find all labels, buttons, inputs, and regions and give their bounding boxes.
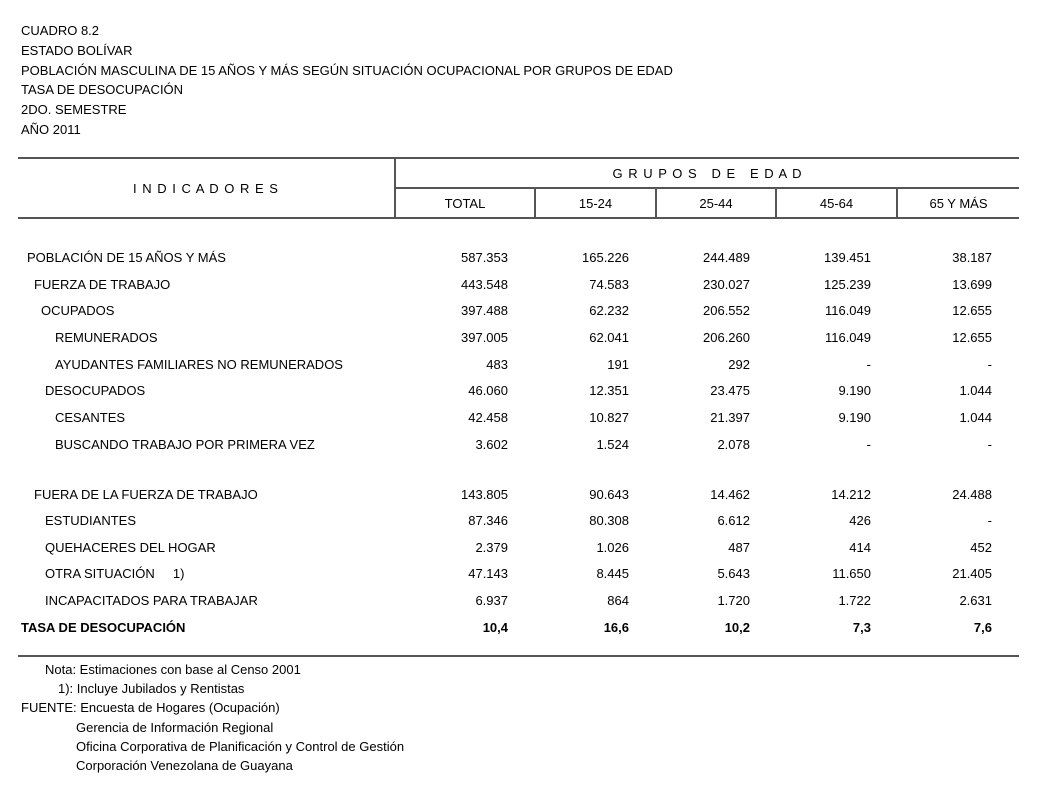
cell-total: 2.379 [475, 540, 508, 555]
cell-25-44: 487 [728, 540, 750, 555]
cell-45-64: - [866, 437, 871, 452]
row-label: FUERA DE LA FUERZA DE TRABAJO [34, 487, 258, 502]
cell-total: 397.005 [461, 330, 508, 345]
column-header-15-24: 15-24 [578, 196, 613, 211]
state-name: ESTADO BOLÍVAR [21, 42, 133, 58]
cell-15-24: 62.041 [589, 330, 629, 345]
cell-15-24: 864 [607, 593, 629, 608]
row-label: ESTUDIANTES [45, 513, 137, 528]
cell-65-plus: 1.044 [959, 383, 992, 398]
table-row [0, 487, 1058, 507]
cell-45-64: 7,3 [852, 620, 871, 635]
table-bottom-rule [18, 655, 1019, 657]
period: 2DO. SEMESTRE [21, 102, 127, 118]
notes-block [21, 660, 404, 775]
cell-25-44: 206.260 [703, 330, 750, 345]
cell-25-44: 10,2 [724, 620, 750, 635]
cell-65-plus: 13.699 [952, 277, 992, 292]
cell-15-24: 90.643 [589, 487, 629, 502]
cell-65-plus: 452 [970, 540, 992, 555]
cell-65-plus: - [987, 357, 992, 372]
cell-45-64: 116.049 [824, 330, 871, 345]
cell-total: 47.143 [468, 566, 508, 581]
cell-25-44: 244.489 [703, 250, 750, 265]
row-label: CESANTES [55, 410, 126, 425]
cell-total: 10,4 [482, 620, 508, 635]
cell-15-24: 10.827 [589, 410, 629, 425]
source-entity: Gerencia de Información Regional [76, 719, 274, 735]
total-rate-row [0, 620, 1058, 640]
column-header-25-44: 25-44 [699, 196, 733, 211]
table-row [0, 540, 1058, 560]
cell-45-64: 9.190 [838, 410, 871, 425]
cell-45-64: 139.451 [824, 250, 871, 265]
cell-65-plus: 12.655 [952, 303, 992, 318]
cell-15-24: 191 [607, 357, 629, 372]
table-number: CUADRO 8.2 [21, 23, 100, 38]
table-top-rule [18, 157, 1019, 159]
table-row [0, 303, 1058, 323]
row-label: REMUNERADOS [55, 330, 158, 345]
table-row [0, 277, 1058, 297]
row-label: POBLACIÓN DE 15 AÑOS Y MÁS [27, 250, 226, 265]
source-entity: Corporación Venezolana de Guayana [76, 758, 293, 774]
row-label: OCUPADOS [41, 303, 115, 318]
cell-65-plus: 12.655 [952, 330, 992, 345]
row-label: DESOCUPADOS [45, 383, 146, 398]
column-header-65-plus: 65 Y MÁS [929, 196, 988, 211]
note-line: Nota: Estimaciones con base al Censo 2001 [45, 662, 301, 677]
cell-15-24: 74.583 [589, 277, 629, 292]
cell-45-64: 14.212 [831, 487, 871, 502]
cell-total: 483 [486, 357, 508, 372]
cell-total: 397.488 [461, 303, 508, 318]
footnote-line: 1): Incluye Jubilados y Rentistas [58, 681, 245, 697]
cell-total: 587.353 [461, 250, 508, 265]
column-header-total: TOTAL [444, 196, 486, 211]
row-label: FUERZA DE TRABAJO [34, 277, 171, 292]
cell-15-24: 165.226 [582, 250, 629, 265]
cell-45-64: 9.190 [838, 383, 871, 398]
cell-total: 42.458 [468, 410, 508, 425]
group-header-rule [395, 187, 1019, 189]
table-row [0, 383, 1058, 403]
row-label: AYUDANTES FAMILIARES NO REMUNERADOS [55, 357, 343, 372]
cell-65-plus: - [987, 437, 992, 452]
cell-45-64: 11.650 [832, 566, 871, 581]
row-label: QUEHACERES DEL HOGAR [45, 540, 216, 555]
cell-45-64: - [866, 357, 871, 372]
age-group-header: G R U P O S D E E D A D [612, 166, 803, 181]
source-entity: Oficina Corporativa de Planificación y Control de Gestión [76, 738, 405, 754]
table-row [0, 410, 1058, 430]
cell-65-plus: - [987, 513, 992, 528]
cell-45-64: 1.722 [838, 593, 871, 608]
table-row [0, 330, 1058, 350]
cell-65-plus: 2.631 [959, 593, 992, 608]
year: AÑO 2011 [21, 121, 81, 137]
cell-total: 6.937 [475, 593, 508, 608]
cell-45-64: 414 [849, 540, 871, 555]
table-row [0, 593, 1058, 613]
cell-45-64: 116.049 [824, 303, 871, 318]
cell-25-44: 230.027 [703, 277, 750, 292]
row-label: TASA DE DESOCUPACIÓN [21, 620, 186, 635]
cell-15-24: 16,6 [603, 620, 629, 635]
cell-total: 46.060 [468, 383, 508, 398]
indicators-header: I N D I C A D O R E S [133, 181, 279, 196]
cell-15-24: 62.232 [589, 303, 629, 318]
header-bottom-rule [18, 217, 1019, 219]
document-header [21, 21, 673, 140]
cell-25-44: 1.720 [717, 593, 750, 608]
cell-65-plus: 24.488 [952, 487, 992, 502]
cell-15-24: 1.524 [596, 437, 629, 452]
cell-15-24: 1.026 [596, 540, 629, 555]
table-row [0, 566, 1058, 586]
cell-25-44: 14.462 [710, 487, 750, 502]
cell-65-plus: 21.405 [952, 566, 992, 581]
cell-65-plus: 1.044 [959, 410, 992, 425]
cell-total: 87.346 [468, 513, 508, 528]
cell-25-44: 5.643 [717, 566, 750, 581]
cell-25-44: 292 [728, 357, 750, 372]
row-label: INCAPACITADOS PARA TRABAJAR [45, 593, 258, 608]
source-line: FUENTE: Encuesta de Hogares (Ocupación) [21, 700, 280, 716]
cell-15-24: 8.445 [596, 566, 629, 581]
cell-total: 3.602 [475, 437, 508, 452]
cell-65-plus: 7,6 [973, 620, 992, 635]
table-row [0, 357, 1058, 377]
cell-25-44: 23.475 [710, 383, 750, 398]
column-header-45-64: 45-64 [819, 196, 854, 211]
table-row [0, 513, 1058, 533]
cell-45-64: 125.239 [824, 277, 871, 292]
cell-65-plus: 38.187 [952, 250, 992, 265]
cell-25-44: 6.612 [717, 513, 750, 528]
cell-15-24: 12.351 [589, 383, 629, 398]
cell-45-64: 426 [849, 513, 871, 528]
table-subtitle: TASA DE DESOCUPACIÓN [21, 82, 184, 98]
table-title: POBLACIÓN MASCULINA DE 15 AÑOS Y MÁS SEGÚN SITUACIÓN OCUPACIONAL POR GRUPOS DE EDAD [21, 62, 673, 78]
cell-25-44: 21.397 [710, 410, 750, 425]
cell-25-44: 206.552 [703, 303, 750, 318]
row-label: OTRA SITUACIÓN 1) [45, 566, 185, 581]
cell-15-24: 80.308 [589, 513, 629, 528]
row-label: BUSCANDO TRABAJO POR PRIMERA VEZ [55, 437, 315, 452]
cell-total: 443.548 [461, 277, 508, 292]
table-row [0, 437, 1058, 457]
cell-25-44: 2.078 [717, 437, 750, 452]
table-row [0, 250, 1058, 270]
cell-total: 143.805 [461, 487, 508, 502]
